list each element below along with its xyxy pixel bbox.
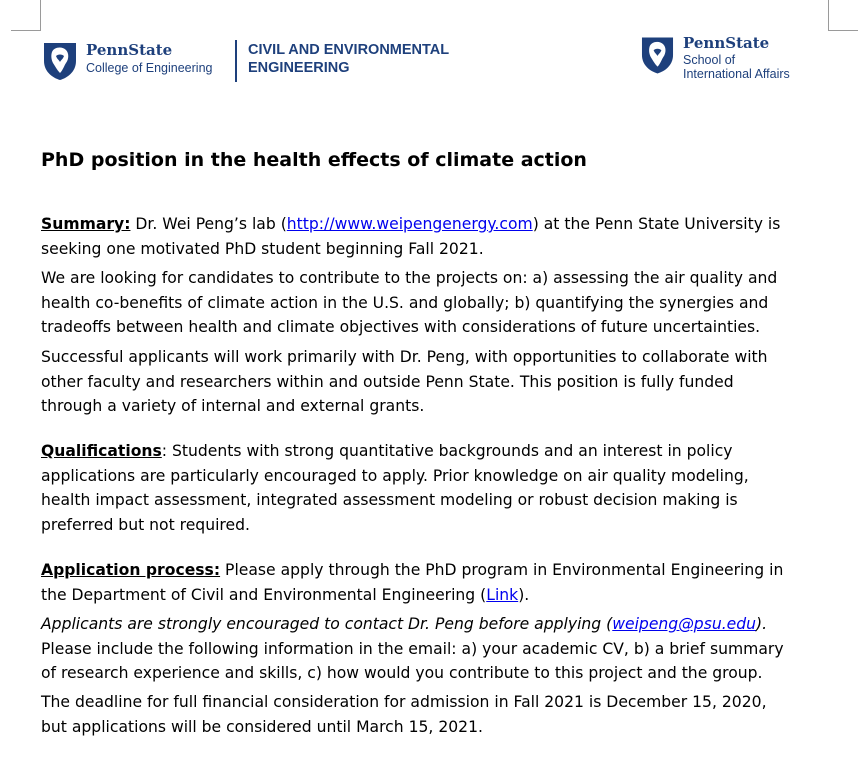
department-name-line1: CIVIL AND ENVIRONMENTAL: [248, 42, 450, 58]
crop-mark-right-vertical: [828, 0, 829, 30]
application-text: Please apply through the PhD program in Environmental Engineering in: [220, 561, 784, 579]
school-name-line2: International Affairs: [683, 67, 790, 81]
contact-paragraph: [41, 612, 831, 686]
deadline-paragraph: [41, 690, 831, 739]
contact-note: Applicants are strongly encouraged to contact Dr. Peng before applying (: [41, 615, 613, 633]
crop-mark-left-vertical: [40, 0, 41, 30]
paragraph-line: health impact assessment, integrated assessment modeling or robust decision making is: [41, 491, 738, 509]
qualifications-label: Qualifications: [41, 442, 162, 460]
school-of-international-affairs-logo: [641, 33, 841, 83]
nittany-lion-shield-icon: [43, 41, 77, 81]
paragraph-line: other faculty and researchers within and outside Penn State. This position is fully funded: [41, 372, 734, 391]
email-link[interactable]: weipeng@psu.edu: [612, 615, 757, 633]
paragraph-line: We are looking for candidates to contribute to the projects on: a) assessing the air quality and: [41, 269, 778, 287]
collaboration-paragraph: [41, 345, 831, 419]
qualifications-text: : Students with strong quantitative backgrounds and an interest in policy: [161, 442, 733, 460]
application-label: Application process:: [41, 561, 221, 579]
pennstate-wordmark: PennState: [86, 41, 173, 59]
college-of-engineering-logo: [43, 40, 473, 84]
paragraph-line: The deadline for full financial consideration for admission in Fall 2021 is December 15, 2020,: [41, 693, 767, 711]
contact-note: ).: [756, 615, 768, 633]
department-name-line2: ENGINEERING: [248, 60, 350, 76]
qualifications-paragraph: [41, 439, 831, 537]
lab-website-link[interactable]: http://www.weipengenergy.com: [286, 215, 533, 233]
summary-text: ) at the Penn State University is: [532, 215, 781, 233]
paragraph-line: tradeoffs between health and climate objectives with considerations of future uncertainties.: [41, 318, 761, 336]
application-paragraph: [41, 558, 831, 607]
paragraph-line: of research experience and skills, c) how would you contribute to this project and the group.: [41, 664, 763, 682]
paragraph-line: applications are particularly encouraged to apply. Prior knowledge on air quality modeling,: [41, 466, 749, 485]
summary-paragraph: [41, 212, 831, 261]
school-name-line1: School of: [683, 53, 736, 67]
pennstate-wordmark: PennState: [683, 34, 770, 52]
paragraph-line: through a variety of internal and external grants.: [41, 397, 425, 415]
nittany-lion-shield-icon: [641, 35, 674, 75]
college-name: College of Engineering: [86, 61, 213, 75]
application-text: the Department of Civil and Environmental Engineering (: [41, 585, 487, 604]
paragraph-line: preferred but not required.: [41, 515, 250, 534]
paragraph-line: health co-benefits of climate action in the U.S. and globally; b) quantifying the synergies and: [41, 293, 769, 312]
crop-mark-right-horizontal: [828, 30, 858, 31]
summary-text: Dr. Wei Peng’s lab (: [130, 215, 287, 233]
phd-program-link[interactable]: Link: [486, 585, 519, 604]
logo-divider: [235, 40, 237, 82]
projects-paragraph: [41, 266, 831, 340]
application-text: ).: [518, 585, 530, 604]
summary-label: Summary:: [41, 215, 131, 233]
page-title: PhD position in the health effects of climate action: [41, 149, 587, 171]
paragraph-line: but applications will be considered until March 15, 2021.: [41, 717, 483, 736]
paragraph-line: Successful applicants will work primarily with Dr. Peng, with opportunities to collaborate with: [41, 348, 768, 366]
paragraph-line: Please include the following information in the email: a) your academic CV, b) a brief summary: [41, 639, 784, 658]
summary-text: seeking one motivated PhD student beginning Fall 2021.: [41, 239, 484, 258]
crop-mark-left-horizontal: [11, 30, 41, 31]
